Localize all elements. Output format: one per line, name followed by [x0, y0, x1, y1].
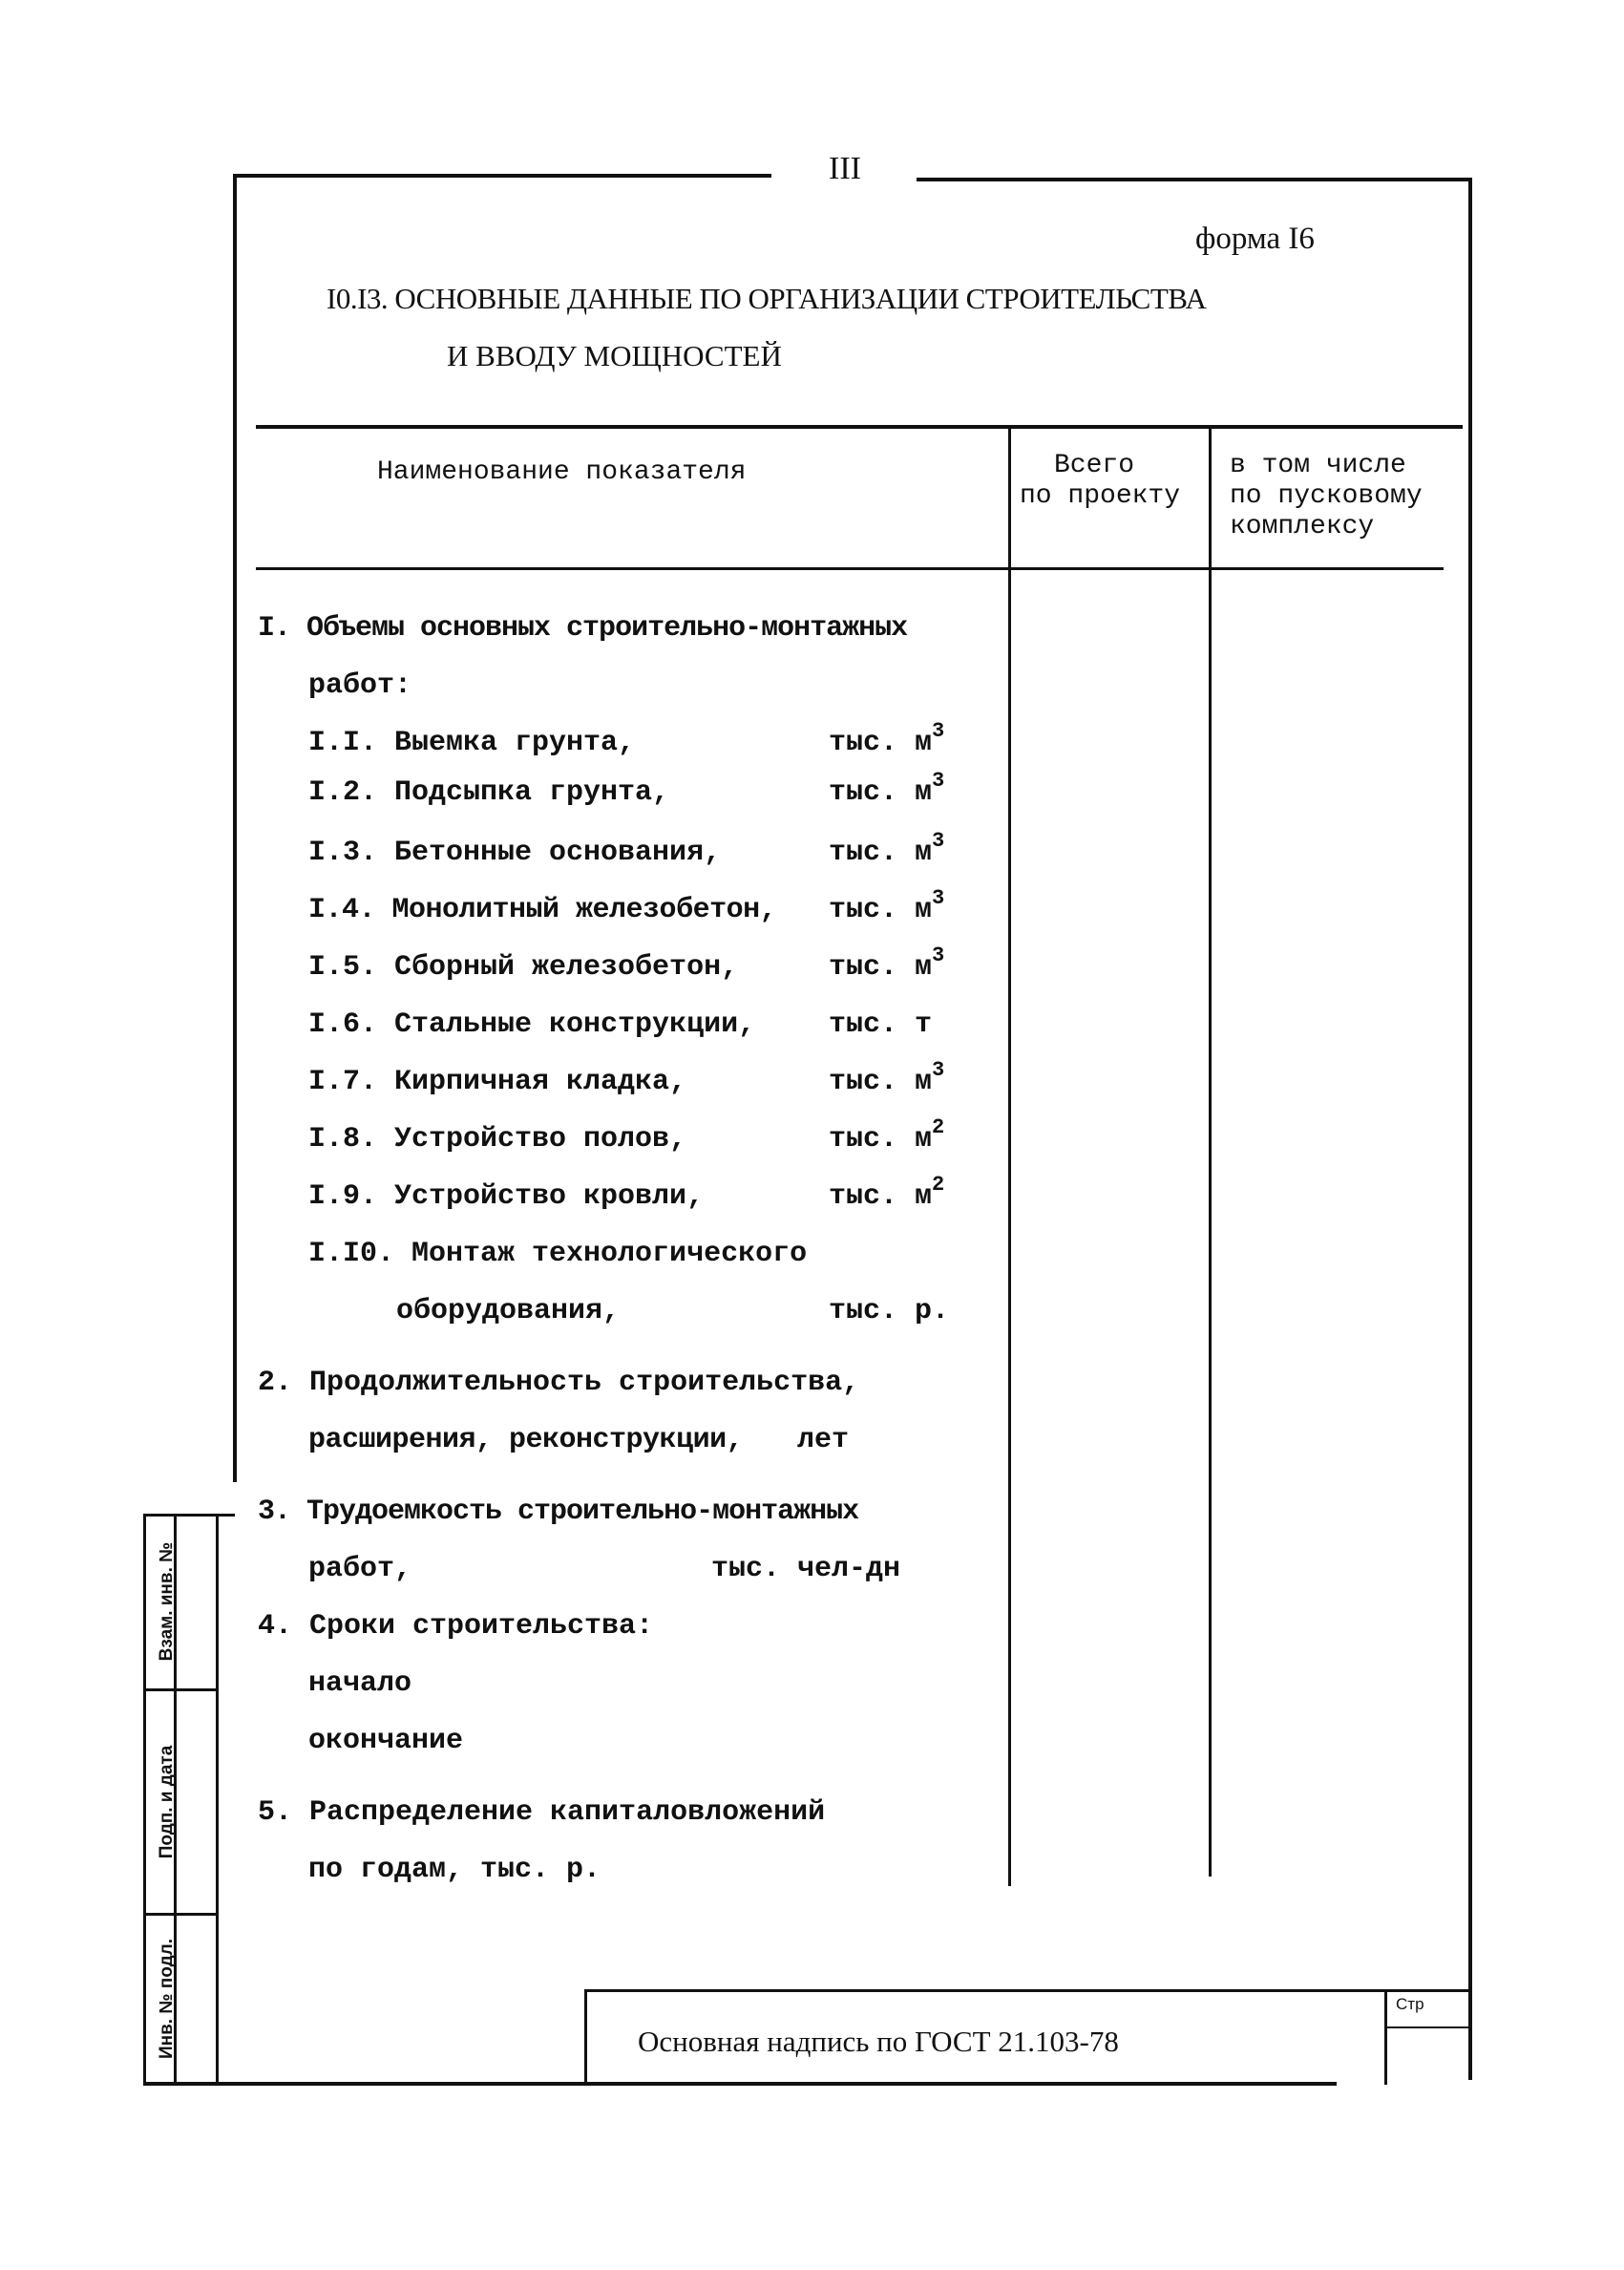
frame-bottom [143, 2082, 1337, 2086]
side-stamp-top [143, 1514, 235, 1517]
row-1-10-label-cont: оборудования, [396, 1295, 621, 1327]
frame-top-right [917, 178, 1472, 181]
side-stamp-inv-podl: Инв. № подл. [157, 1938, 177, 2060]
row-1-10-unit: тыс. р. [829, 1295, 950, 1327]
frame-right [1468, 180, 1472, 2080]
row-3-title: 3. Трудоемкость строительно-монтажных [258, 1496, 859, 1528]
row-1-1-label: I.I. Выемка грунта, [308, 727, 636, 759]
side-stamp-vzam-inv: Взам. инв. № [157, 1541, 177, 1662]
row-1-4-label: I.4. Монолитный железобетон, [308, 894, 777, 926]
side-stamp-div-2 [143, 1913, 218, 1916]
side-stamp-right [216, 1514, 219, 2085]
row-1-10-label: I.I0. Монтаж технологического [308, 1238, 808, 1270]
frame-top-left [237, 174, 771, 178]
row-1-7-label: I.7. Кирпичная кладка, [308, 1066, 687, 1098]
row-1-5-label: I.5. Сборный железобетон, [308, 951, 739, 984]
table-header-rule [256, 567, 1444, 570]
frame-left [233, 174, 237, 1482]
col-header-name: Наименование показателя [377, 457, 747, 487]
row-3-title-cont: работ, [308, 1553, 412, 1585]
page-cell-left [1384, 1989, 1387, 2085]
section-title: I0.I3. ОСНОВНЫЕ ДАННЫЕ ПО ОРГАНИЗАЦИИ СТРОИТЕЛЬСТВА [327, 282, 1207, 315]
row-1-2-label: I.2. Подсыпка грунта, [308, 776, 670, 809]
page-cell-divider [1384, 2026, 1470, 2028]
row-1-2-unit: тыс. $м^3$ [829, 769, 945, 809]
row-5-title-cont: по годам, тыс. р. [308, 1854, 601, 1886]
row-1-8-unit: тыс. $м^2$ [829, 1115, 945, 1156]
row-1-8-label: I.8. Устройство полов, [308, 1123, 687, 1156]
row-1-title: I. Объемы основных строительно-монтажных [258, 612, 908, 645]
row-1-6-unit: тыс. т [829, 1008, 933, 1041]
col-header-launch-2: по пусковому [1230, 481, 1423, 511]
row-1-title-cont: работ: [308, 669, 412, 702]
table-col-divider-1 [1008, 425, 1011, 1886]
table-col-divider-2 [1209, 425, 1212, 1877]
row-1-5-unit: тыс. $м^3$ [829, 944, 945, 984]
form-label: форма I6 [1195, 222, 1315, 256]
page-number: III [829, 151, 861, 186]
col-header-launch-1: в том числе [1230, 451, 1406, 480]
section-title-cont: И ВВОДУ МОЩНОСТЕЙ [447, 339, 782, 372]
row-1-3-label: I.3. Бетонные основания, [308, 837, 722, 869]
row-1-6-label: I.6. Стальные конструкции, [308, 1008, 756, 1041]
row-2-title-cont: расширения, реконструкции, [308, 1424, 744, 1456]
row-3-unit: тыс. чел-дн [711, 1553, 901, 1585]
row-4-start: начало [308, 1667, 412, 1700]
row-2-unit: лет [797, 1424, 850, 1456]
stamp-box-left [584, 1989, 587, 2085]
row-1-3-unit: тыс. $м^3$ [829, 829, 945, 869]
row-1-9-label: I.9. Устройство кровли, [308, 1180, 705, 1213]
table-top-rule [256, 425, 1463, 429]
side-stamp-outer-left [143, 1514, 146, 2085]
page-cell-label: Стр [1396, 1995, 1424, 2013]
row-1-7-unit: тыс. $м^3$ [829, 1058, 945, 1098]
col-header-launch-3: комплексу [1230, 512, 1375, 541]
stamp-box-top [584, 1989, 1470, 1992]
side-stamp-div-1 [143, 1688, 218, 1691]
row-4-end: окончание [308, 1725, 464, 1757]
row-5-title: 5. Распределение капиталовложений [258, 1796, 826, 1829]
row-2-title: 2. Продолжительность строительства, [258, 1367, 860, 1399]
col-header-total-1: Всего [1054, 451, 1135, 480]
row-4-title: 4. Сроки строительства: [258, 1610, 654, 1643]
col-header-total-2: по проекту [1020, 481, 1181, 511]
row-1-4-unit: тыс. $м^3$ [829, 886, 945, 926]
row-1-1-unit: тыс. $м^3$ [829, 719, 945, 759]
side-stamp-podp-data: Подп. и дата [157, 1745, 177, 1859]
stamp-text: Основная надпись по ГОСТ 21.103-78 [638, 2025, 1119, 2058]
row-1-9-unit: тыс. $м^2$ [829, 1173, 945, 1213]
